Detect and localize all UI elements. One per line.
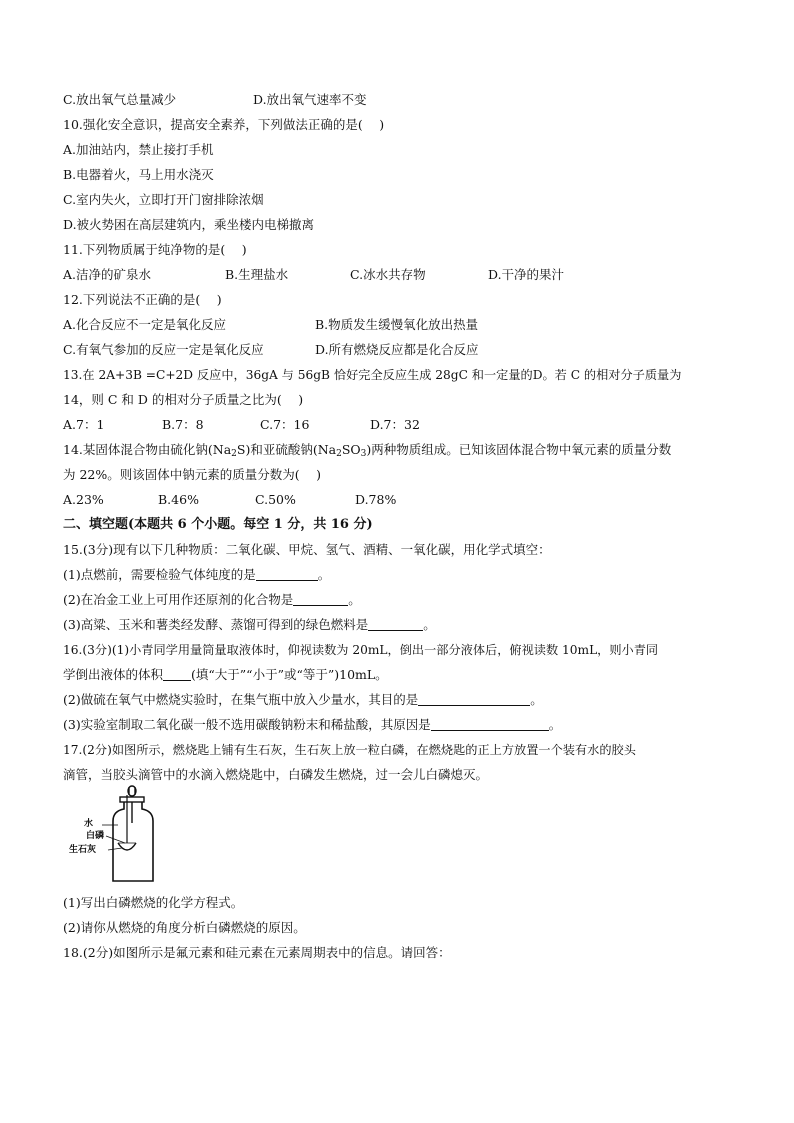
q10-option-b: B.电器着火，马上用水浇灭 [63, 167, 214, 182]
q9-option-c: C.放出氧气总量减少 [63, 92, 177, 107]
q15-sub1 [63, 566, 330, 584]
q14-text-part2: S)和亚硫酸钠(Na [236, 442, 337, 457]
q16-sub3-text: (3)实验室制取二氧化碳一般不选用碳酸钠粉末和稀盐酸，其原因是 [63, 717, 431, 732]
q14-text-part1: 14.某固体混合物由硫化钠(Na [63, 442, 232, 457]
q15-sub3 [63, 616, 436, 634]
q9-option-d: D.放出氧气速率不变 [253, 92, 367, 107]
q14-subscript-3: 3 [360, 449, 367, 459]
q15-sub3-text: (3)高粱、玉米和薯类经发酵、蒸馏可得到的绿色燃料是 [63, 617, 369, 632]
label-white-phosphorus: 白磷 [86, 831, 105, 841]
q16-line2 [63, 666, 388, 684]
q16-blank-1[interactable] [163, 668, 191, 681]
q16-sub3 [63, 716, 561, 734]
q10-stem: 10.强化安全意识，提高安全素养，下列做法正确的是( ) [63, 117, 385, 132]
q14-option-b: B.46% [158, 492, 199, 507]
q14-subscript-2: 2 [231, 449, 237, 459]
label-quicklime: 生石灰 [69, 845, 97, 855]
q12-option-d: D.所有燃烧反应都是化合反应 [315, 342, 479, 357]
q14-option-c: C.50% [255, 492, 296, 507]
q11-option-d: D.干净的果汁 [488, 267, 565, 282]
q15-sub2-end: 。 [348, 592, 361, 607]
q17-sub1: (1)写出白磷燃烧的化学方程式。 [63, 895, 244, 910]
q16-blank-3[interactable] [431, 718, 549, 731]
q15-blank-2[interactable] [293, 593, 348, 606]
q17-line2: 滴管，当胶头滴管中的水滴入燃烧匙中，白磷发生燃烧，过一会儿白磷熄灭。 [63, 767, 489, 782]
q12-stem: 12.下列说法不正确的是( ) [63, 292, 222, 307]
q14-text-part3: SO [341, 442, 361, 457]
q11-option-b: B.生理盐水 [225, 267, 289, 282]
q15-sub3-end: 。 [423, 617, 436, 632]
q16-sub2 [63, 691, 543, 709]
q16-sub2-text: (2)做硫在氧气中燃烧实验时，在集气瓶中放入少量水，其目的是 [63, 692, 419, 707]
q15-sub1-end: 。 [317, 567, 331, 582]
q13-option-c: C.7：16 [260, 417, 310, 432]
q16-line1: 16.(3分)(1)小青同学用量筒量取液体时，仰视读数为 20mL，倒出一部分液体后，俯视读数 10mL，则小青同 [63, 643, 659, 657]
q10-option-c: C.室内失火，立即打开门窗排除浓烟 [63, 192, 264, 207]
q12-option-b: B.物质发生缓慢氧化放出热量 [315, 317, 479, 332]
q12-option-a: A.化合反应不一定是氧化反应 [63, 317, 227, 332]
q14-option-d: D.78% [355, 492, 397, 507]
q16-sub2-end: 。 [530, 692, 543, 707]
q15-sub2 [63, 591, 361, 609]
q14-text-part4: )两种物质组成。已知该固体混合物中氧元素的质量分数 [366, 442, 672, 457]
q15-stem: 15.(3分)现有以下几种物质：二氧化碳、甲烷、氢气、酒精、一氧化碳，用化学式填空： [63, 542, 551, 557]
q16-line2-tail: (填“大于”“小于”或“等于”)10mL。 [191, 667, 388, 682]
q14-subscript-2b: 2 [336, 449, 342, 459]
q11-stem: 11.下列物质属于纯净物的是( ) [63, 242, 247, 257]
q15-blank-1[interactable] [256, 568, 318, 581]
q11-option-a: A.洁净的矿泉水 [63, 267, 152, 282]
q13-option-b: B.7：8 [162, 417, 204, 432]
q12-option-c: C.有氧气参加的反应一定是氧化反应 [63, 342, 264, 357]
q10-option-a: A.加油站内，禁止接打手机 [63, 142, 214, 157]
q13-option-d: D.7：32 [370, 417, 420, 432]
q15-sub1-text: (1)点燃前，需要检验气体纯度的是 [63, 567, 256, 582]
q13-stem-line1: 13.在 2A+3B =C+2D 反应中，36gA 与 56gB 恰好完全反应生成 28gC 和一定量的D。若 C 的相对分子质量为 [63, 368, 682, 382]
q17-sub2: (2)请你从燃烧的角度分析白磷燃烧的原因。 [63, 920, 306, 935]
q16-sub3-end: 。 [548, 717, 562, 732]
q16-line2-text: 学倒出液体的体积 [63, 667, 164, 682]
q13-option-a: A.7：1 [63, 417, 105, 432]
q10-option-d: D.被火势困在高层建筑内，乘坐楼内电梯撤离 [63, 217, 315, 232]
q15-blank-3[interactable] [368, 618, 423, 631]
q17-line1: 17.(2分)如图所示，燃烧匙上铺有生石灰，生石灰上放一粒白磷，在燃烧匙的正上方放置一个装有水的胶头 [63, 743, 636, 757]
q13-stem-line2: 14，则 C 和 D 的相对分子质量之比为( ) [63, 392, 304, 407]
q18-stem: 18.(2分)如图所示是氟元素和硅元素在元素周期表中的信息。请回答： [63, 945, 451, 960]
q14-stem-line1 [63, 441, 671, 463]
q11-option-c: C.冰水共存物 [350, 267, 426, 282]
q14-stem-line2: 为 22%。则该固体中钠元素的质量分数为( ) [63, 467, 321, 482]
label-water: 水 [84, 819, 94, 829]
q15-sub2-text: (2)在冶金工业上可用作还原剂的化合物是 [63, 592, 294, 607]
q14-option-a: A.23% [63, 492, 104, 507]
q16-blank-2[interactable] [418, 693, 530, 706]
section-2-heading: 二、填空题(本题共 6 个小题。每空 1 分，共 16 分) [63, 517, 373, 532]
